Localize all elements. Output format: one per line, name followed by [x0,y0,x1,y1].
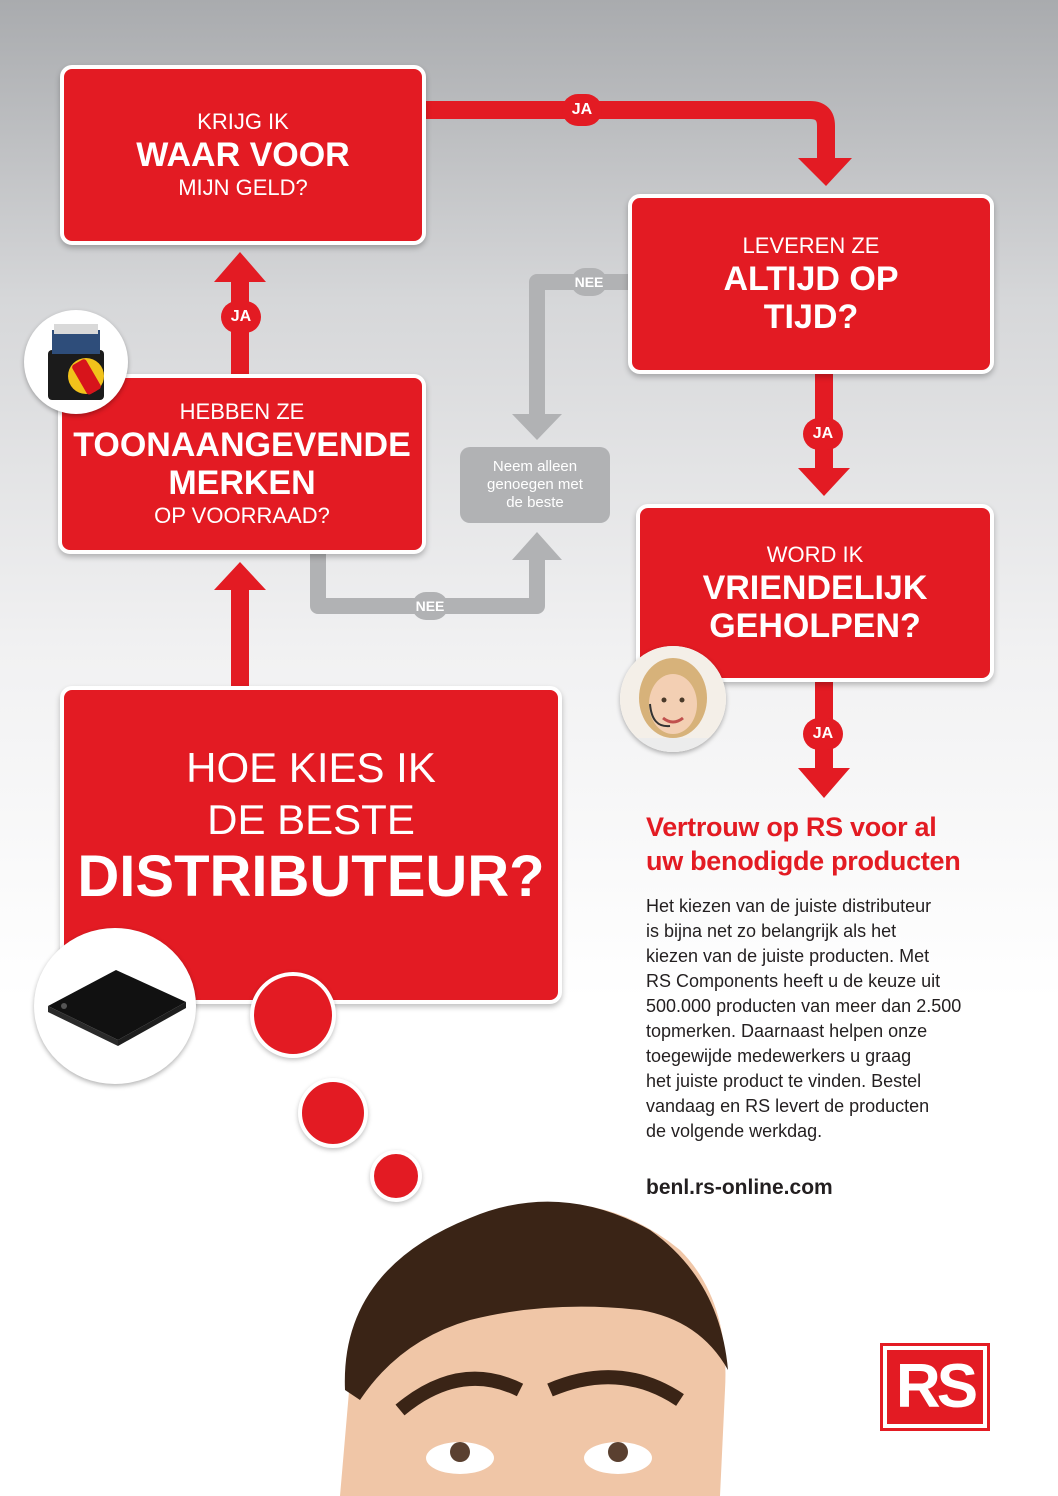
value-line2: WAAR VOOR [136,136,350,174]
settle-line3: de beste [506,494,564,511]
arrow-head-brands [214,562,266,590]
main-line1: HOE KIES IK [186,744,436,791]
yes-label-value: JA [562,94,602,126]
info-body-line: is bijna net zo belangrijk als het [646,921,897,941]
man-looking-up-illustration [300,1190,750,1496]
ontime-line3: TIJD? [763,298,859,336]
thought-bubble-medium [298,1078,368,1148]
info-body-line: 500.000 producten van meer dan 2.500 [646,996,962,1016]
settle-line1: Neem alleen [492,458,578,475]
main-line3: DISTRIBUTEUR? [77,844,545,909]
info-headline [646,810,960,878]
info-body [646,894,1006,1144]
connector-ontime-no [537,282,630,420]
website-link[interactable]: benl.rs-online.com [646,1176,833,1199]
info-body-line: vandaag en RS levert de producten [646,1096,930,1116]
friendly-line1: WORD IK [766,542,864,567]
no-label-ontime: NEE [571,268,607,296]
main-line2: DE BESTE [207,796,415,843]
value-line3: MIJN GELD? [178,175,308,200]
info-body-line: de volgende werkdag. [646,1121,823,1141]
no-label-brands: NEE [412,592,448,620]
rs-logo [880,1343,990,1431]
ontime-line1: LEVEREN ZE [742,233,880,258]
arrow-head-value [214,252,266,282]
ontime-question-box [628,194,994,374]
yes-label-friendly: JA [803,718,843,750]
arrow-head-info [798,768,850,798]
value-question-box [60,65,426,245]
info-body-line: RS Components heeft u de keuze uit [646,971,941,991]
yes-label-ontime: JA [803,418,843,450]
rs-logo-text: RS [887,1350,983,1424]
brands-line3: MERKEN [168,464,316,502]
info-headline-line2: uw benodigde producten [646,846,961,876]
microchip-icon [34,928,196,1084]
info-body-line: toegewijde medewerkers u graag [646,1046,912,1066]
arrow-head-ontime [798,158,852,186]
arrow-head-friendly [798,468,850,496]
friendly-line2: VRIENDELIJK [702,569,928,607]
info-body-line: het juiste product te vinden. Bestel [646,1071,922,1091]
arrow-head-grey-down [512,414,562,440]
arrow-head-grey-up [512,532,562,560]
info-body-line: topmerken. Daarnaast helpen onze [646,1021,928,1041]
info-body-line: kiezen van de juiste producten. Met [646,946,930,966]
brands-line4: OP VOORRAAD? [154,503,330,528]
value-line1: KRIJG IK [197,109,289,134]
connector-value-to-ontime [424,110,826,162]
settle-for-best-box [460,447,610,523]
brands-question-box [58,374,426,554]
brands-line2: TOONAANGEVENDE [73,426,411,464]
info-headline-line1: Vertrouw op RS voor al [646,812,937,842]
support-agent-icon [620,646,726,752]
friendly-line3: GEHOLPEN? [709,607,921,645]
brands-line1: HEBBEN ZE [179,399,305,424]
switch-icon [24,310,128,414]
ontime-line2: ALTIJD OP [723,260,899,298]
yes-label-brands: JA [221,301,261,333]
info-body-line: Het kiezen van de juiste distributeur [646,896,932,916]
thought-bubble-large [250,972,336,1058]
settle-line2: genoegen met [487,476,583,493]
